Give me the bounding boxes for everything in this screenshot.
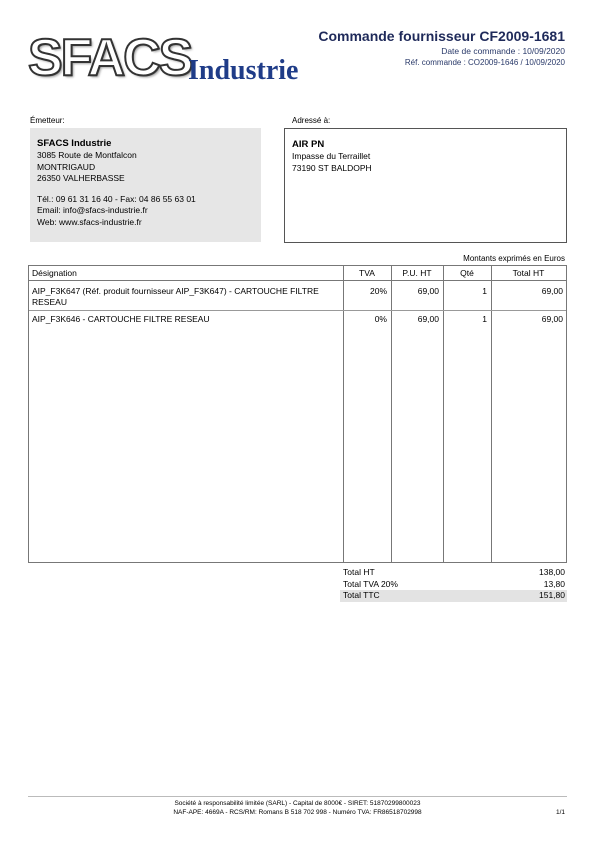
header-total: Total HT	[512, 268, 545, 278]
header-tva: TVA	[359, 268, 375, 278]
row-unit-price: 69,00	[417, 286, 439, 296]
logo-brand-text: SFACS	[28, 29, 192, 87]
sender-label: Émetteur:	[30, 116, 65, 125]
sender-box	[30, 128, 261, 242]
row-tva: 0%	[374, 314, 387, 324]
sender-address1: 3085 Route de Montfalcon	[37, 150, 137, 160]
recipient-name: AIR PN	[292, 139, 325, 150]
total-ht-row	[340, 567, 567, 579]
currency-note: Montants exprimés en Euros	[463, 254, 565, 263]
recipient-box	[284, 128, 567, 243]
table-row-designation	[32, 286, 340, 308]
footer-legal-line2: NAF-APE: 4669A - RCS/RM: Romans B 518 702 998 - Numéro TVA: FR86518702998	[173, 809, 422, 816]
designation-line: RESEAU	[32, 297, 67, 307]
row-quantity: 1	[482, 286, 487, 296]
row-total: 69,00	[541, 314, 563, 324]
document-title: Commande fournisseur CF2009-1681	[318, 28, 565, 44]
sender-name: SFACS Industrie	[37, 138, 112, 149]
company-logo	[28, 30, 318, 90]
total-tva-value: 13,80	[543, 579, 565, 589]
total-ttc-row	[340, 590, 567, 602]
header-quantity: Qté	[460, 268, 474, 278]
sender-phone: Tél.: 09 61 31 16 40 - Fax: 04 86 55 63 01	[37, 193, 196, 204]
total-ttc-label: Total TTC	[343, 590, 380, 600]
row-quantity: 1	[482, 314, 487, 324]
page-number: 1/1	[555, 809, 565, 816]
sender-address2: MONTRIGAUD	[37, 161, 96, 172]
row-unit-price: 69,00	[417, 314, 439, 324]
recipient-address1: Impasse du Terraillet	[292, 151, 371, 161]
total-ht-label: Total HT	[343, 567, 375, 577]
total-ht-value: 138,00	[539, 567, 565, 577]
order-date: Date de commande : 10/09/2020	[441, 46, 565, 56]
order-reference: Réf. commande : CO2009-1646 / 10/09/2020	[404, 58, 565, 67]
sender-address3: 26350 VALHERBASSE	[37, 173, 125, 183]
logo-sub-text: Industrie	[188, 55, 299, 86]
row-total: 69,00	[541, 286, 563, 296]
total-ttc-value: 151,80	[539, 590, 565, 600]
row-divider	[29, 310, 566, 311]
recipient-label: Adressé à:	[292, 116, 331, 125]
sender-email: Email: info@sfacs-industrie.fr	[37, 205, 148, 215]
table-row-designation	[32, 314, 340, 325]
header-designation: Désignation	[32, 268, 77, 278]
total-tva-label: Total TVA 20%	[343, 579, 398, 589]
items-table	[28, 265, 567, 563]
footer-legal-line1: Société à responsabilité limitée (SARL) - Capital de 8000€ - SIRET: 51870299800023	[174, 800, 421, 807]
header-unit-price: P.U. HT	[402, 268, 432, 278]
row-tva: 20%	[369, 286, 387, 296]
footer-divider	[28, 796, 567, 797]
designation-line: AIP_F3K647 (Réf. produit fournisseur AIP_F3K647) - CARTOUCHE FILTRE	[32, 286, 319, 296]
sender-web: Web: www.sfacs-industrie.fr	[37, 216, 142, 227]
recipient-address2: 73190 ST BALDOPH	[292, 162, 372, 173]
designation-line: AIP_F3K646 - CARTOUCHE FILTRE RESEAU	[32, 314, 210, 324]
